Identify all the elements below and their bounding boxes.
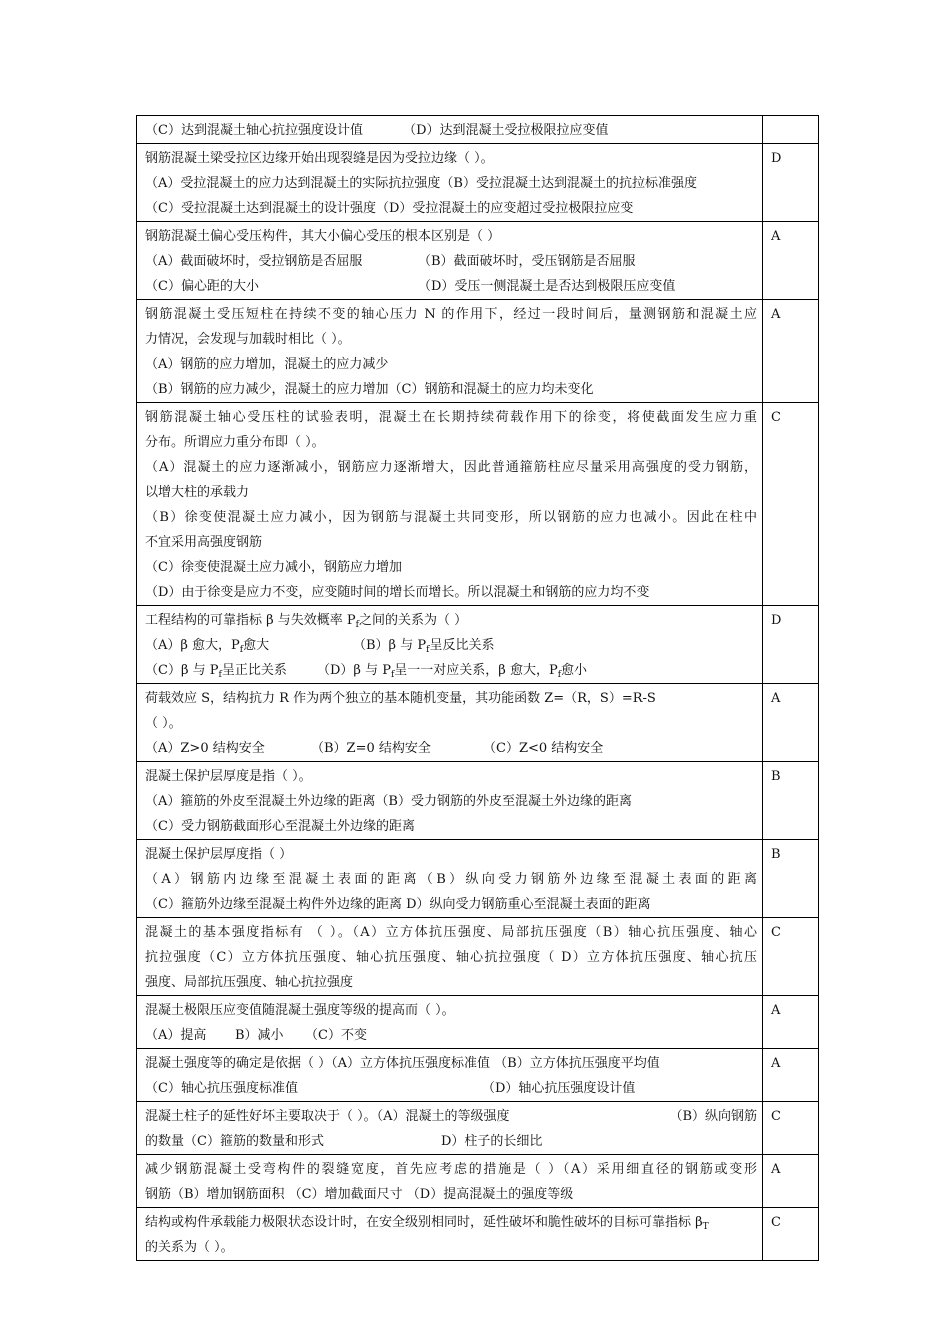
table-row xyxy=(137,1155,819,1208)
answer-cell: C xyxy=(763,403,819,606)
table-row xyxy=(137,1049,819,1102)
option-text: 强度、局部抗压强度、轴心抗拉强度 xyxy=(145,975,354,990)
option-text: （B）Z=0 结构安全 xyxy=(311,741,431,756)
question-cell xyxy=(137,1102,763,1155)
table-row xyxy=(137,684,819,762)
option-text: （B）β 与 $P_f$呈反比关系 xyxy=(353,638,495,655)
option-text: 钢筋（B）增加钢筋面积 （C）增加截面尺寸 （D）提高混凝土的强度等级 xyxy=(145,1187,574,1202)
table-row xyxy=(137,996,819,1049)
option-text: 不宜采用高强度钢筋 xyxy=(145,535,263,550)
option-text: B）减小 xyxy=(235,1028,284,1043)
question-cell xyxy=(137,116,763,144)
answer-cell: C xyxy=(763,918,819,996)
question-stem: 钢筋混凝土受压短柱在持续不变的轴心压力 N 的作用下，经过一段时间后，量测钢筋和混凝土应 xyxy=(145,307,757,322)
answer-cell: A xyxy=(763,300,819,403)
option-text: 的数量（C）箍筋的数量和形式 xyxy=(145,1134,324,1149)
option-text: （C）β 与 $P_f$呈正比关系 xyxy=(145,663,287,680)
question-cell xyxy=(137,606,763,684)
option-text: （A）混凝土的应力逐渐减小，钢筋应力逐渐增大，因此普通箍筋柱应尽量采用高强度的受力钢筋， xyxy=(145,460,757,475)
question-stem: 结构或构件承载能力极限状态设计时，在安全级别相同时，延性破坏和脆性破坏的目标可靠指标 $\beta_T$ xyxy=(145,1215,709,1232)
answer-cell: C xyxy=(763,1102,819,1155)
question-cell xyxy=(137,222,763,300)
question-stem: 工程结构的可靠指标 β 与失效概率 $P_f$之间的关系为（ ） xyxy=(145,613,468,630)
option-text: （C）Z<0 结构安全 xyxy=(483,741,604,756)
option-text: （D）β 与 $P_f$呈一一对应关系，β 愈大，$P_f$愈小 xyxy=(317,663,588,680)
question-stem: 钢筋混凝土轴心受压柱的试验表明，混凝土在长期持续荷载作用下的徐变，将使截面发生应力重 xyxy=(145,410,757,425)
question-stem: 混凝土强度等的确定是依据（ ）（A）立方体抗压强度标准值 （B）立方体抗压强度平均值 xyxy=(145,1056,660,1071)
question-stem: 钢筋混凝土偏心受压构件，其大小偏心受压的根本区别是（ ） xyxy=(145,229,501,244)
question-stem: 减少钢筋混凝土受弯构件的裂缝宽度，首先应考虑的措施是（ ）（A）采用细直径的钢筋或变形 xyxy=(145,1162,757,1177)
option-text: （A）β 愈大，$P_f$愈大 xyxy=(145,638,270,655)
question-cell xyxy=(137,762,763,840)
question-stem: （ ）。 xyxy=(145,716,182,731)
question-cell xyxy=(137,300,763,403)
question-cell xyxy=(137,918,763,996)
option-text: 抗拉强度（C）立方体抗压强度、轴心抗压强度、轴心抗拉强度（ D）立方体抗压强度、轴心抗压 xyxy=(145,950,757,965)
question-cell xyxy=(137,144,763,222)
answer-cell: C xyxy=(763,1208,819,1261)
option-text: （C）徐变使混凝土应力减小，钢筋应力增加 xyxy=(145,560,402,575)
table-row xyxy=(137,762,819,840)
question-table xyxy=(136,115,819,1261)
option-text: （C）达到混凝土轴心抗拉强度设计值 xyxy=(145,123,368,138)
option-text: （B）钢筋的应力减少，混凝土的应力增加（C）钢筋和混凝土的应力均未变化 xyxy=(145,382,594,397)
option-text: （D）由于徐变是应力不变，应变随时间的增长而增长。所以混凝土和钢筋的应力均不变 xyxy=(145,585,650,600)
option-text: （A）钢筋内边缘至混凝土表面的距离（B）纵向受力钢筋外边缘至混凝土表面的距离 xyxy=(145,872,757,887)
option-text: （C）偏心距的大小 xyxy=(145,279,259,294)
table-row xyxy=(137,144,819,222)
answer-cell: A xyxy=(763,1155,819,1208)
table-row xyxy=(137,116,819,144)
option-text: （D）轴心抗压强度设计值 xyxy=(482,1081,636,1096)
table-row xyxy=(137,222,819,300)
question-stem: 荷载效应 S，结构抗力 R 作为两个独立的基本随机变量，其功能函数 Z=（R，S）=R-S xyxy=(145,691,656,706)
table-row xyxy=(137,840,819,918)
option-text: （A）箍筋的外皮至混凝土外边缘的距离（B）受力钢筋的外皮至混凝土外边缘的距离 xyxy=(145,794,632,809)
question-stem: 钢筋混凝土梁受拉区边缘开始出现裂缝是因为受拉边缘（ ）。 xyxy=(145,151,494,166)
answer-cell: A xyxy=(763,684,819,762)
option-text: （B）徐变使混凝土应力减小，因为钢筋与混凝土共同变形，所以钢筋的应力也减小。因此在柱中 xyxy=(145,510,757,525)
answer-cell: A xyxy=(763,1049,819,1102)
table-row xyxy=(137,300,819,403)
table-row xyxy=(137,403,819,606)
option-text: （B）纵向钢筋 xyxy=(669,1109,757,1124)
option-text: （A）钢筋的应力增加，混凝土的应力减少 xyxy=(145,357,389,372)
answer-cell: D xyxy=(763,144,819,222)
option-text: （C）不变 xyxy=(305,1028,367,1043)
question-cell xyxy=(137,840,763,918)
answer-cell: D xyxy=(763,606,819,684)
answer-cell xyxy=(763,116,819,144)
question-stem: 力情况，会发现与加载时相比（ ）。 xyxy=(145,332,351,347)
option-text: （C）受力钢筋截面形心至混凝土外边缘的距离 xyxy=(145,819,415,834)
answer-cell: A xyxy=(763,222,819,300)
option-text: （A）截面破坏时，受拉钢筋是否屈服 xyxy=(145,254,363,269)
answer-cell: B xyxy=(763,762,819,840)
option-text: （D）受压一侧混凝土是否达到极限压应变值 xyxy=(418,279,676,294)
question-stem: 混凝土保护层厚度是指（ ）。 xyxy=(145,769,312,784)
question-stem: 分布。所谓应力重分布即（ ）。 xyxy=(145,435,325,450)
table-row xyxy=(137,1208,819,1261)
question-stem: 混凝土的基本强度指标有 （ ）。（A）立方体抗压强度、局部抗压强度（B）轴心抗压强度、轴心 xyxy=(145,925,757,940)
option-text: （A）提高 xyxy=(145,1028,207,1043)
question-stem: 混凝土极限压应变值随混凝土强度等级的提高而（ ）。 xyxy=(145,1003,455,1018)
question-cell xyxy=(137,1155,763,1208)
answer-cell: B xyxy=(763,840,819,918)
option-text: （C）箍筋外边缘至混凝土构件外边缘的距离 D）纵向受力钢筋重心至混凝土表面的距离 xyxy=(145,897,651,912)
option-text: D）柱子的长细比 xyxy=(441,1134,543,1149)
question-cell xyxy=(137,684,763,762)
question-cell xyxy=(137,1208,763,1261)
table-row xyxy=(137,918,819,996)
option-text: （D）达到混凝土受拉极限拉应变值 xyxy=(403,123,609,138)
option-text: （A）受拉混凝土的应力达到混凝土的实际抗拉强度（B）受拉混凝土达到混凝土的抗拉标准强度 xyxy=(145,176,697,191)
question-stem: 混凝土柱子的延性好坏主要取决于（ ）。（A）混凝土的等级强度 xyxy=(145,1109,510,1124)
answer-cell: A xyxy=(763,996,819,1049)
table-row xyxy=(137,606,819,684)
question-stem: 的关系为（ ）。 xyxy=(145,1240,234,1255)
question-cell xyxy=(137,996,763,1049)
option-text: （B）截面破坏时，受压钢筋是否屈服 xyxy=(418,254,636,269)
table-row xyxy=(137,1102,819,1155)
question-cell xyxy=(137,403,763,606)
option-text: （C）轴心抗压强度标准值 xyxy=(145,1081,298,1096)
option-text: （C）受拉混凝土达到混凝土的设计强度（D）受拉混凝土的应变超过受拉极限拉应变 xyxy=(145,201,634,216)
option-text: 以增大柱的承载力 xyxy=(145,485,250,500)
question-cell xyxy=(137,1049,763,1102)
option-text: （A）Z>0 结构安全 xyxy=(145,741,265,756)
question-stem: 混凝土保护层厚度指（ ） xyxy=(145,847,293,862)
